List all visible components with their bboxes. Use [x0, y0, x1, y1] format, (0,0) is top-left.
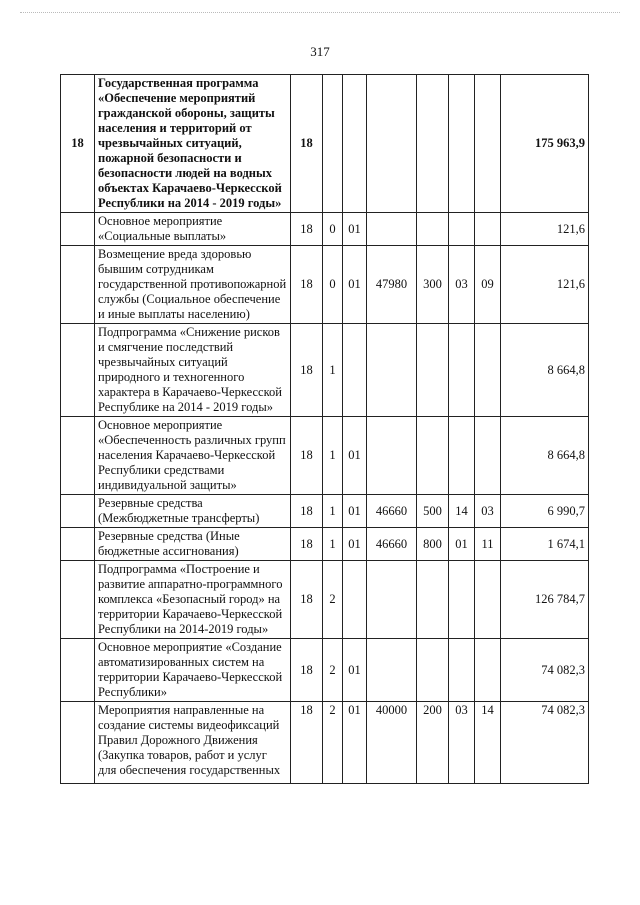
code-cell: 46660	[367, 528, 417, 561]
code-cell	[475, 213, 501, 246]
code-cell	[417, 417, 449, 495]
code-cell	[449, 417, 475, 495]
code-cell: 18	[291, 495, 323, 528]
sum-cell: 1 674,1	[501, 528, 589, 561]
code-cell: 0	[323, 213, 343, 246]
code-cell: 01	[343, 495, 367, 528]
code-cell: 01	[343, 702, 367, 784]
code-cell: 2	[323, 702, 343, 784]
code-cell: 18	[291, 324, 323, 417]
page-number: 317	[310, 44, 330, 59]
code-cell: 1	[323, 495, 343, 528]
code-cell	[475, 639, 501, 702]
code-cell: 11	[475, 528, 501, 561]
sum-cell: 175 963,9	[501, 75, 589, 213]
table-row	[61, 324, 589, 417]
code-cell: 18	[291, 561, 323, 639]
code-cell	[343, 561, 367, 639]
code-cell: 01	[343, 246, 367, 324]
code-cell	[367, 213, 417, 246]
code-cell	[449, 213, 475, 246]
code-cell: 46660	[367, 495, 417, 528]
code-cell	[323, 75, 343, 213]
row-name: Мероприятия направленные на создание системы видеофиксаций Правил Дорожного Движения (Закупка товаров, работ и услуг для обеспечения государственных	[95, 702, 291, 784]
code-cell: 01	[343, 639, 367, 702]
code-cell	[367, 75, 417, 213]
code-cell: 1	[323, 417, 343, 495]
code-cell: 500	[417, 495, 449, 528]
code-cell: 03	[449, 702, 475, 784]
code-cell	[475, 417, 501, 495]
code-cell: 14	[475, 702, 501, 784]
row-name: Основное мероприятие «Создание автоматизированных систем на территории Карачаево-Черкесской Республики»	[95, 639, 291, 702]
code-cell	[449, 75, 475, 213]
code-cell: 14	[449, 495, 475, 528]
row-name: Резервные средства (Иные бюджетные ассигнования)	[95, 528, 291, 561]
scan-edge-line	[20, 12, 620, 13]
row-number	[61, 702, 95, 784]
code-cell: 18	[291, 702, 323, 784]
code-cell	[367, 324, 417, 417]
code-cell	[417, 561, 449, 639]
code-cell	[367, 639, 417, 702]
code-cell: 01	[343, 417, 367, 495]
code-cell	[417, 213, 449, 246]
code-cell: 18	[291, 417, 323, 495]
code-cell	[449, 561, 475, 639]
row-name: Подпрограмма «Снижение рисков и смягчение последствий чрезвычайных ситуаций природного и техногенного характера в Карачаево-Черкесской Республике на 2014 - 2019 годы»	[95, 324, 291, 417]
table-row	[61, 639, 589, 702]
row-number	[61, 561, 95, 639]
code-cell	[475, 561, 501, 639]
row-number	[61, 495, 95, 528]
row-name: Основное мероприятие «Обеспеченность различных групп населения Карачаево-Черкесской Республики средствами индивидуальной защиты»	[95, 417, 291, 495]
table-row	[61, 246, 589, 324]
code-cell: 18	[291, 75, 323, 213]
table-row	[61, 213, 589, 246]
code-cell: 18	[291, 528, 323, 561]
sum-cell: 8 664,8	[501, 417, 589, 495]
code-cell: 18	[291, 639, 323, 702]
row-number	[61, 417, 95, 495]
code-cell: 1	[323, 324, 343, 417]
row-number: 18	[61, 75, 95, 213]
sum-cell: 74 082,3	[501, 639, 589, 702]
code-cell	[343, 324, 367, 417]
sum-cell: 121,6	[501, 213, 589, 246]
code-cell	[367, 561, 417, 639]
code-cell: 09	[475, 246, 501, 324]
table-row	[61, 495, 589, 528]
code-cell: 2	[323, 639, 343, 702]
table-row	[61, 702, 589, 784]
code-cell: 01	[343, 528, 367, 561]
row-number	[61, 324, 95, 417]
code-cell: 40000	[367, 702, 417, 784]
code-cell: 18	[291, 246, 323, 324]
sum-cell: 6 990,7	[501, 495, 589, 528]
code-cell: 01	[343, 213, 367, 246]
code-cell	[417, 75, 449, 213]
code-cell: 03	[449, 246, 475, 324]
code-cell: 1	[323, 528, 343, 561]
sum-cell: 126 784,7	[501, 561, 589, 639]
row-name: Государственная программа «Обеспечение мероприятий гражданской обороны, защиты населения и территорий от чрезвычайных ситуаций, пожарной безопасности и безопасности людей на водных объектах Карачаево-Черкесской Республики на 2014 - 2019 годы»	[95, 75, 291, 213]
row-name: Резервные средства (Межбюджетные трансферты)	[95, 495, 291, 528]
row-name: Подпрограмма «Построение и развитие аппаратно-программного комплекса «Безопасный город» на территории Карачаево-Черкесской Республики на 2014-2019 годы»	[95, 561, 291, 639]
row-number	[61, 246, 95, 324]
code-cell: 200	[417, 702, 449, 784]
code-cell: 01	[449, 528, 475, 561]
code-cell: 300	[417, 246, 449, 324]
code-cell	[417, 324, 449, 417]
row-number	[61, 213, 95, 246]
code-cell	[475, 75, 501, 213]
row-number	[61, 528, 95, 561]
sum-cell: 8 664,8	[501, 324, 589, 417]
code-cell	[449, 324, 475, 417]
table-row	[61, 417, 589, 495]
code-cell: 03	[475, 495, 501, 528]
code-cell: 2	[323, 561, 343, 639]
table-row	[61, 528, 589, 561]
code-cell	[449, 639, 475, 702]
code-cell: 0	[323, 246, 343, 324]
table-row	[61, 75, 589, 213]
code-cell	[475, 324, 501, 417]
code-cell	[417, 639, 449, 702]
budget-table	[60, 74, 589, 784]
row-number	[61, 639, 95, 702]
code-cell	[367, 417, 417, 495]
sum-cell: 74 082,3	[501, 702, 589, 784]
code-cell	[343, 75, 367, 213]
code-cell: 800	[417, 528, 449, 561]
code-cell: 18	[291, 213, 323, 246]
row-name: Основное мероприятие «Социальные выплаты»	[95, 213, 291, 246]
sum-cell: 121,6	[501, 246, 589, 324]
table-row	[61, 561, 589, 639]
row-name: Возмещение вреда здоровью бывшим сотрудникам государственной противопожарной службы (Социальное обеспечение и иные выплаты населению)	[95, 246, 291, 324]
code-cell: 47980	[367, 246, 417, 324]
